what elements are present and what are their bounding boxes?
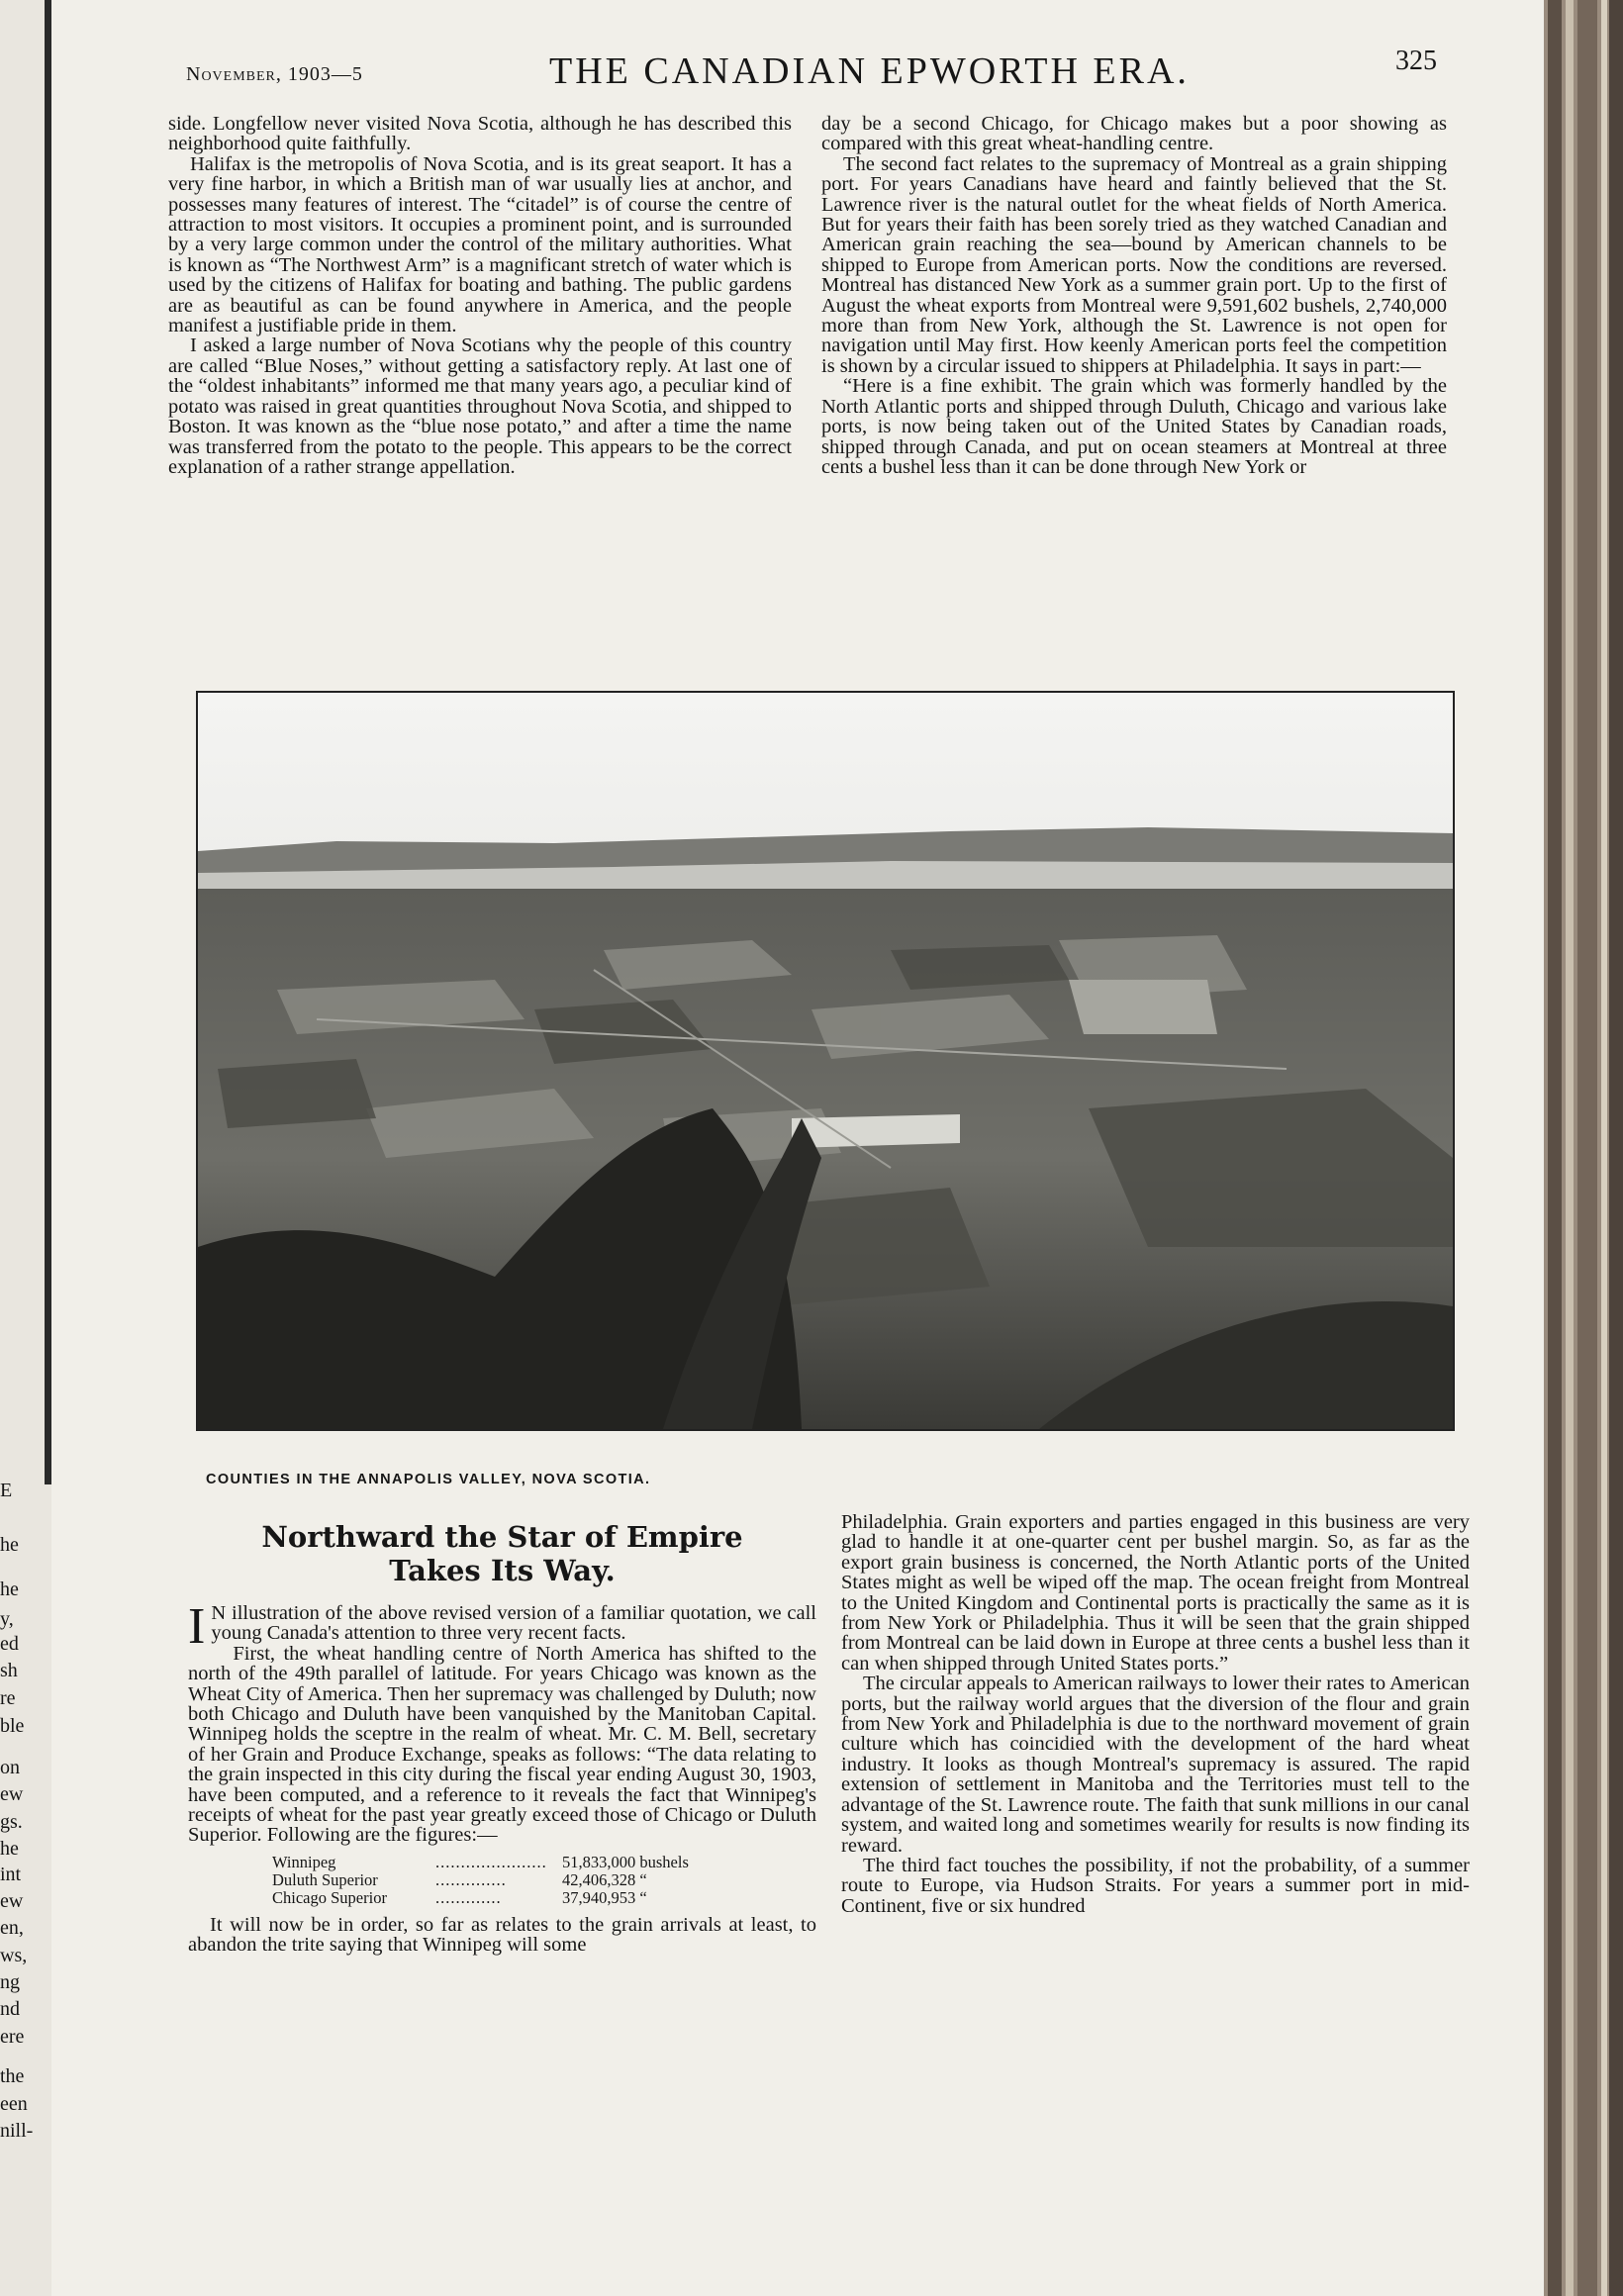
margin-stub: en, — [0, 1917, 24, 1939]
figure-row — [272, 1854, 816, 1871]
previous-page-edge — [0, 0, 51, 2296]
figure-row — [272, 1871, 816, 1889]
paragraph: First, the wheat handling centre of North America has shifted to the north of the 49th parallel of latitude. For years Chicago was known as the Wheat City of America. Then her supremacy was challenged by Duluth; now both Chicago and Duluth have been vanquished by the Manitoban Capital. Winnipeg holds the sceptre in the realm of wheat. Mr. C. M. Bell, secretary of her Grain and Produce Exchange, speaks as follows: “The data relating to the grain inspected in this city during the fiscal year ending August 30, 1903, have been computed, and a reference to it reveals the fact that Winnipeg's receipts of wheat for the past year greatly exceed those of Chicago or Duluth Superior. Following are the figures:— — [188, 1642, 816, 1847]
figure-leader: ............. — [435, 1888, 502, 1907]
heading-line: Northward the Star of Empire — [261, 1520, 743, 1554]
margin-stub: ew — [0, 1890, 24, 1912]
figure-value: 42,406,328 “ — [562, 1869, 647, 1889]
paragraph: The circular appeals to American railways to lower their rates to American ports, but the railway world argues that the diversion of the flour and grain from New York and Philadelphia is due to the northward movement of grain culture which has coincidied with the development of the hard wheat industry. It looks as though Montreal's supremacy is assured. The rapid extension of settlement in Manitoba and the Territories must tell to the advantage of the St. Lawrence route. The faith that sunk millions in our canal system, and waited long and sometimes wearily for results is now finding its reward. — [841, 1673, 1470, 1857]
figure-leader: .............. — [435, 1870, 507, 1889]
figure-city: Winnipeg — [272, 1853, 336, 1871]
paragraph: It will now be in order, so far as relates to the grain arrivals at least, to abandon the trite saying that Winnipeg will some — [188, 1913, 816, 1957]
paragraph: “Here is a fine exhibit. The grain which was formerly handled by the North Atlantic ports and shipped through Duluth, Chicago and various lake ports, is now being taken out of the United States by Canadian roads, shipped through Canada, and put on ocean steamers at Montreal at three cents a bushel less than it can be done through New York or — [821, 375, 1447, 478]
margin-stub: gs. — [0, 1811, 23, 1833]
wheat-figures-table — [272, 1854, 816, 1907]
annapolis-valley-photo — [196, 691, 1455, 1431]
paragraph: Halifax is the metropolis of Nova Scotia, and is its great seaport. It has a very fine harbor, in which a British man of war usually lies at anchor, and possesses many features of interest. The “citadel” is of course the centre of attraction to most visitors. It occupies a prominent point, and is surrounded by a very large common under the control of the military authorities. What is known as “The Northwest Arm” is a magnificant stretch of water which is used by the citizens of Halifax for boating and bathing. The public gardens are as beautiful as can be found anywhere in America, and the people manifest a justifiable pride in them. — [168, 152, 792, 337]
margin-stub: E — [0, 1480, 13, 1501]
margin-stub: he — [0, 1578, 19, 1600]
issue-date: November, 1903—5 — [186, 63, 363, 85]
margin-stub: nd — [0, 1998, 20, 2020]
heading-line: Takes Its Way. — [389, 1554, 616, 1587]
margin-stub: ws, — [0, 1945, 28, 1966]
article-heading — [188, 1520, 816, 1587]
opening-text: N illustration of the above revised version of a familiar quotation, we call young Canada's attention to three very recent facts. — [211, 1602, 816, 1645]
margin-stub: een — [0, 2093, 28, 2115]
photo-caption: COUNTIES IN THE ANNAPOLIS VALLEY, NOVA SCOTIA. — [206, 1472, 651, 1487]
paragraph: The third fact touches the possibility, if not the probability, of a summer route to Europe, via Hudson Straits. For years a summer port in mid-Continent, five or six hundred — [841, 1854, 1470, 1917]
landscape-illustration — [198, 693, 1453, 1429]
figure-value: 51,833,000 bushels — [562, 1852, 689, 1871]
margin-stub: he — [0, 1838, 19, 1860]
figure-value: 37,940,953 “ — [562, 1887, 647, 1907]
masthead-title: THE CANADIAN EPWORTH ERA. — [549, 50, 1190, 92]
margin-stub: he — [0, 1534, 19, 1556]
margin-stub: int — [0, 1864, 22, 1885]
opening-paragraph — [188, 1598, 816, 1655]
margin-stub: ere — [0, 2026, 25, 2048]
column-3 — [188, 1598, 816, 1957]
paragraph: day be a second Chicago, for Chicago makes but a poor showing as compared with this great wheat-handling centre. — [821, 113, 1447, 155]
page-number: 325 — [1395, 46, 1437, 76]
margin-stub: sh — [0, 1660, 18, 1681]
margin-stub: ng — [0, 1971, 20, 1993]
paragraph: side. Longfellow never visited Nova Scotia, although he has described this neighborhood quite faithfully. — [168, 113, 792, 155]
margin-stub: ed — [0, 1633, 19, 1655]
page-header — [119, 44, 1465, 92]
page-gutter-shadow — [45, 0, 51, 1484]
column-2 — [821, 114, 1447, 477]
margin-stub: re — [0, 1687, 16, 1709]
figure-leader: ...................... — [435, 1853, 547, 1871]
margin-stub: y, — [0, 1608, 14, 1630]
paragraph: Philadelphia. Grain exporters and parties engaged in this business are very glad to handle it at one-quarter cent per bushel margin. So, as far as the export grain business is concerned, the North Atlantic ports of the United States might as well be wiped off the map. The ocean freight from Montreal to the United Kingdom and Continental ports is practically the same as it is from New York or Philadelphia. Thus it will be seen that the grain shipped from Montreal can be laid down in Europe at three cents a bushel less than it can when shipped through United States ports.” — [841, 1511, 1470, 1674]
margin-stub: ew — [0, 1783, 24, 1805]
column-4 — [841, 1512, 1470, 1916]
margin-stub: on — [0, 1757, 20, 1778]
column-1 — [168, 114, 792, 477]
figure-row — [272, 1889, 816, 1907]
margin-stub: nill- — [0, 2120, 34, 2142]
figure-city: Duluth Superior — [272, 1870, 378, 1889]
paragraph: I asked a large number of Nova Scotians why the people of this country are called “Blue Noses,” without getting a satisfactory reply. At last one of the “oldest inhabitants” informed me that many years ago, a peculiar kind of potato was raised in great quantities throughout Nova Scotia, and shipped to Boston. It was known as the “blue nose potato,” and after a time the name was transferred from the potato to the people. This appears to be the correct explanation of a rather strange appellation. — [168, 335, 792, 478]
margin-stub: the — [0, 2065, 25, 2087]
drop-cap: I — [188, 1598, 206, 1655]
margin-stub: ble — [0, 1715, 25, 1737]
figure-city: Chicago Superior — [272, 1888, 387, 1907]
paragraph: The second fact relates to the supremacy of Montreal as a grain shipping port. For years Canadians have heard and faintly believed that the St. Lawrence river is the natural outlet for the wheat fields of North America. But for years their faith has been sorely tried as they watched Canadian and American grain reaching the sea—bound by American channels to be shipped to Europe from American ports. Now the conditions are reversed. Montreal has distanced New York as a summer grain port. Up to the first of August the wheat exports from Montreal were 9,591,602 bushels, 2,740,000 more than from New York, although the St. Lawrence is not open for navigation until May first. How keenly American ports feel the competition is shown by a circular issued to shippers at Philadelphia. It says in part:— — [821, 152, 1447, 377]
book-binding-edge — [1544, 0, 1623, 2296]
